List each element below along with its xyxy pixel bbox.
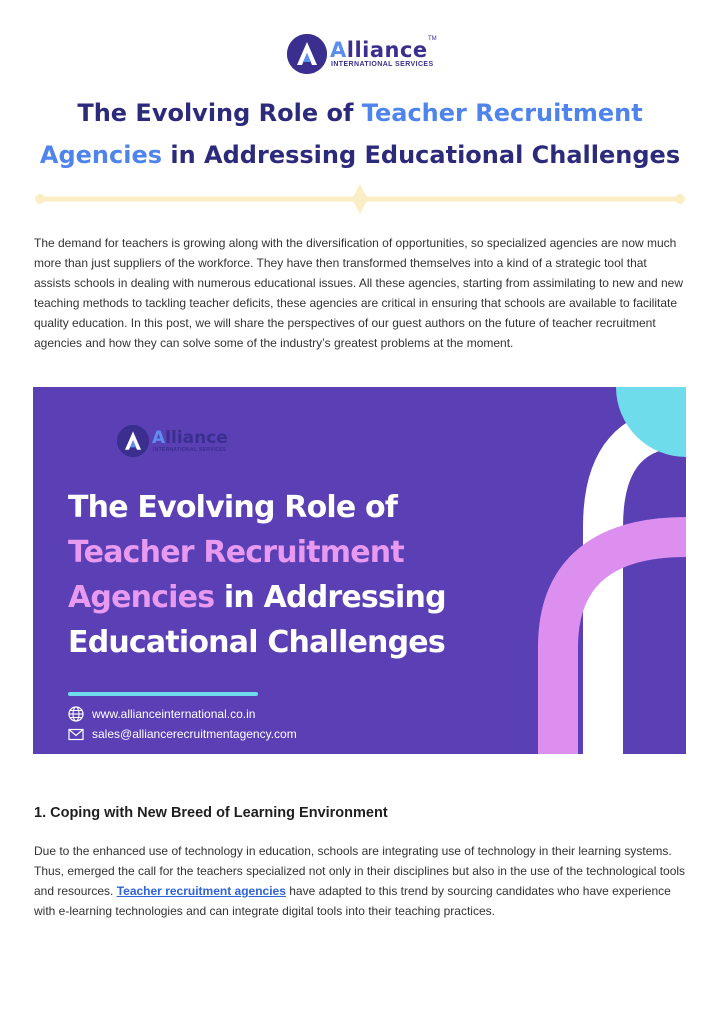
page-title: [20, 92, 700, 176]
hero-title-line-2: Teacher Recruitment: [68, 535, 404, 570]
brand-logo[interactable]: [0, 34, 720, 76]
hero-title-line-3: Agencies in Addressing: [68, 580, 446, 615]
hero-title-line-1: The Evolving Role of: [68, 490, 398, 525]
hero-brand-tagline: INTERNATIONAL SERVICES: [153, 447, 227, 453]
mail-icon: [68, 726, 84, 742]
section-1-heading: 1. Coping with New Breed of Learning Environment: [34, 805, 388, 821]
hero-banner: [33, 387, 686, 754]
title-part-2: in Addressing Educational Challenges: [162, 141, 681, 169]
hero-email-text: sales@alliancerecruitmentagency.com: [92, 727, 297, 741]
alliance-a-icon: [287, 34, 327, 74]
teacher-recruitment-agencies-link[interactable]: Teacher recruitment agencies: [116, 884, 286, 899]
hero-accent-rule: [68, 692, 258, 696]
title-divider: [32, 184, 688, 214]
hero-alliance-a-icon: [117, 425, 149, 457]
globe-icon: [68, 706, 84, 722]
title-part-1: The Evolving Role of: [77, 99, 362, 127]
intro-paragraph: The demand for teachers is growing along with the diversification of opportunities, so specialized agencies are now much more than just suppliers of the workforce. They have then transformed themselves into a kind of a strategic tool that assists schools in dealing with numerous educational issues. All these agencies, starting from assimilating to new and new teaching methods to tackling teacher deficits, these agencies are critical in ensuring that schools are available to facilitate quality education. In this post, we will share the perspectives of our guest authors on the future of teacher recruitment agencies and how they can solve some of the industry’s greatest problems at the moment.: [34, 236, 684, 351]
title-highlight-1: Teacher Recruitment: [361, 99, 643, 127]
hero-website-text: www.allianceinternational.co.in: [92, 707, 256, 721]
hero-title: [68, 485, 538, 665]
hero-brand-name: Alliance: [152, 428, 228, 448]
brand-name: Alliance: [330, 38, 428, 62]
brand-tagline: INTERNATIONAL SERVICES: [331, 61, 434, 68]
title-highlight-2: Agencies: [39, 141, 163, 169]
section-1-paragraph: Due to the enhanced use of technology in education, schools are integrating use of technology in their learning systems. Thus, emerged the call for the teachers specialized not only in their disciplines but also in the use of the technological tools and resources. Teacher recruitment agencies have adapted to this trend by sourcing candidates who have experience with e-learning technologies and can integrate digital tools into their teaching practices.: [34, 844, 686, 919]
hero-title-line-4: Educational Challenges: [68, 625, 445, 660]
trademark-mark: TM: [428, 36, 437, 42]
